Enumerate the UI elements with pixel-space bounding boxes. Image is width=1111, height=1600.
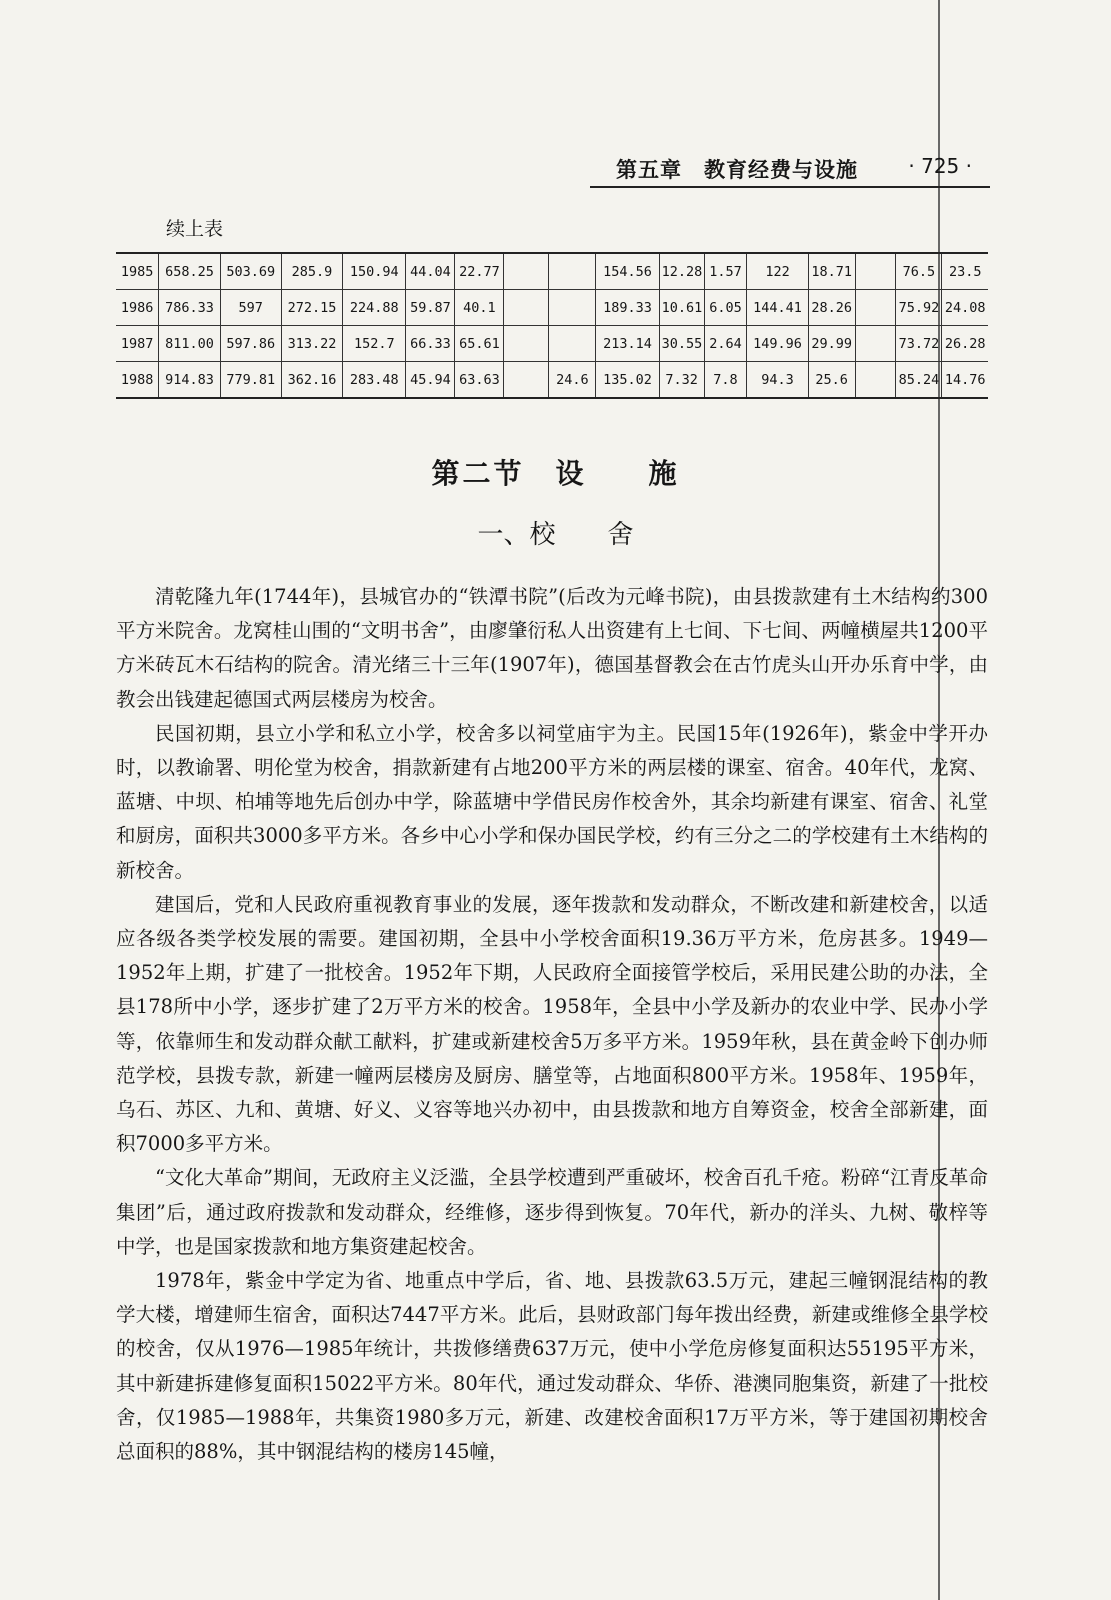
table-row: [116, 362, 988, 399]
table-cell: 45.94: [406, 362, 455, 399]
table-cell: 23.5: [942, 253, 988, 290]
table-cell-year: 1988: [120, 371, 154, 388]
table-cell: 76.5: [896, 253, 942, 290]
table-cell: 285.9: [281, 253, 342, 290]
table-cell: 122: [747, 253, 808, 290]
subsection-title: 一、校 舍: [477, 520, 634, 550]
paragraph: “文化大革命”期间，无政府主义泛滥，全县学校遭到严重破坏，校舍百孔千疮。粉碎“江青反革命集团”后，通过政府拨款和发动群众，经维修，逐步得到恢复。70年代，新办的洋头、九树、敬梓等中学，也是国家拨款和地方集资建起校舍。: [116, 1166, 988, 1258]
table-cell: 362.16: [281, 362, 342, 399]
table-cell: 786.33: [159, 290, 220, 326]
page-number: · 725 ·: [908, 154, 972, 178]
table-cell: [504, 290, 549, 326]
running-header: [590, 150, 990, 188]
table-cell: 75.92: [896, 290, 942, 326]
table-cell: 149.96: [747, 326, 808, 362]
table-cell: 26.28: [942, 326, 988, 362]
table-row: [116, 326, 988, 362]
table-cell: 144.41: [747, 290, 808, 326]
table-cell: 63.63: [455, 362, 504, 399]
table-cell: 29.99: [808, 326, 855, 362]
table-cell-year: 1985: [116, 253, 159, 290]
table-cell: 597.86: [220, 326, 281, 362]
table-cell: 597: [220, 290, 281, 326]
table-cell: 14.76: [942, 362, 988, 399]
table-cell: 85.24: [896, 362, 942, 399]
table-cell: [855, 253, 896, 290]
table-cell-year: 1986: [116, 290, 159, 326]
table-row: [116, 290, 988, 326]
table-cell: 1.57: [704, 253, 747, 290]
paragraph: 建国后，党和人民政府重视教育事业的发展，逐年拨款和发动群众，不断改建和新建校舍，以适应各级各类学校发展的需要。建国初期，全县中小学校舍面积19.36万平方米，危房甚多。1949—1952年上期，扩建了一批校舍。1952年下期，人民政府全面接管学校后，采用民建公助的办法，全县178所中小学，逐步扩建了2万平方米的校舍。1958年，全县中小学及新办的农业中学、民办小学等，依靠师生和发动群众献工献料，扩建或新建校舍5万多平方米。1959年秋，县在黄金岭下创办师范学校，县拨专款，新建一幢两层楼房及厨房、膳堂等，占地面积800平方米。1958年、1959年，乌石、苏区、九和、黄塘、好义、义容等地兴办初中，由县拨款和地方自筹资金，校舍全部新建，面积7000多平方米。: [116, 892, 988, 1156]
table-cell: [855, 290, 896, 326]
table-cell: 779.81: [220, 362, 281, 399]
table-cell-year: 1987: [116, 326, 159, 362]
table-cell: [549, 326, 596, 362]
body-text: [116, 580, 988, 1469]
table-cell: 30.55: [659, 326, 704, 362]
table-cell: 7.8: [704, 362, 747, 399]
table-cell: 59.87: [406, 290, 455, 326]
table-cell: 150.94: [343, 253, 406, 290]
table-cell: 313.22: [281, 326, 342, 362]
table-cell: 18.71: [808, 253, 855, 290]
section-title: 第二节 设 施: [431, 457, 680, 490]
table-cell: 65.61: [455, 326, 504, 362]
table-continued-caption: 续上表: [166, 218, 224, 240]
table-cell: [504, 362, 549, 399]
table-cell: [549, 253, 596, 290]
table-body: [116, 253, 988, 398]
expenditure-table: [116, 252, 988, 399]
table-cell: 28.26: [808, 290, 855, 326]
table-cell: 40.1: [455, 290, 504, 326]
table-cell: 12.28: [659, 253, 704, 290]
paragraph: 清乾隆九年(1744年)，县城官办的“铁潭书院”(后改为元峰书院)，由县拨款建有土木结构约300平方米院舍。龙窝桂山围的“文明书舍”，由廖肇衍私人出资建有上七间、下七间、两幢横屋共1200平方米砖瓦木石结构的院舍。清光绪三十三年(1907年)，德国基督教会在古竹虎头山开办乐育中学，由教会出钱建起德国式两层楼房为校舍。: [116, 585, 988, 711]
table-cell: [855, 326, 896, 362]
paragraph: 1978年，紫金中学定为省、地重点中学后，省、地、县拨款63.5万元，建起三幢钢混结构的教学大楼，增建师生宿舍，面积达7447平方米。此后，县财政部门每年拨出经费，新建或维修全县学校的校舍，仅从1976—1985年统计，共拨修缮费637万元，使中小学危房修复面积达55195平方米，其中新建拆建修复面积15022平方米。80年代，通过发动群众、华侨、港澳同胞集资，新建了一批校舍，仅1985—1988年，共集资1980多万元，新建、改建校舍面积17万平方米，等于建国初期校舍总面积的88%，其中钢混结构的楼房145幢，: [116, 1269, 988, 1464]
table-cell: 503.69: [220, 253, 281, 290]
table-cell: 213.14: [596, 326, 659, 362]
table-cell: 22.77: [455, 253, 504, 290]
table-cell: 73.72: [896, 326, 942, 362]
table-cell: 24.6: [549, 362, 596, 399]
table-cell: 66.33: [406, 326, 455, 362]
table-cell: 6.05: [704, 290, 747, 326]
table-cell: [549, 290, 596, 326]
table-row: [116, 253, 988, 290]
table-cell: 2.64: [704, 326, 747, 362]
chapter-title: 第五章 教育经费与设施: [616, 158, 858, 182]
table-cell: 283.48: [343, 362, 406, 399]
table-cell: 811.00: [159, 326, 220, 362]
table-cell: 154.56: [596, 253, 659, 290]
paragraph: 民国初期，县立小学和私立小学，校舍多以祠堂庙宇为主。民国15年(1926年)，紫金中学开办时，以教谕署、明伦堂为校舍，捐款新建有占地200平方米的两层楼的课室、宿舍。40年代，龙窝、蓝塘、中坝、柏埔等地先后创办中学，除蓝塘中学借民房作校舍外，其余均新建有课室、宿舍、礼堂和厨房，面积共3000多平方米。各乡中心小学和保办国民学校，约有三分之二的学校建有土木结构的新校舍。: [116, 721, 988, 882]
table-cell: 914.83: [159, 362, 220, 399]
table-cell: 7.32: [659, 362, 704, 399]
table-cell: [504, 326, 549, 362]
table-cell: [504, 253, 549, 290]
table-cell: 24.08: [942, 290, 988, 326]
table-cell: 135.02: [596, 362, 659, 399]
table-cell: 152.7: [343, 326, 406, 362]
table-cell: 224.88: [343, 290, 406, 326]
table-cell: [855, 362, 896, 399]
table-cell: 10.61: [659, 290, 704, 326]
table-cell: 272.15: [281, 290, 342, 326]
table-cell: 94.3: [747, 362, 808, 399]
table-cell: 189.33: [596, 290, 659, 326]
table-cell: 25.6: [808, 362, 855, 399]
table-cell: 44.04: [406, 253, 455, 290]
table-cell: 658.25: [159, 253, 220, 290]
